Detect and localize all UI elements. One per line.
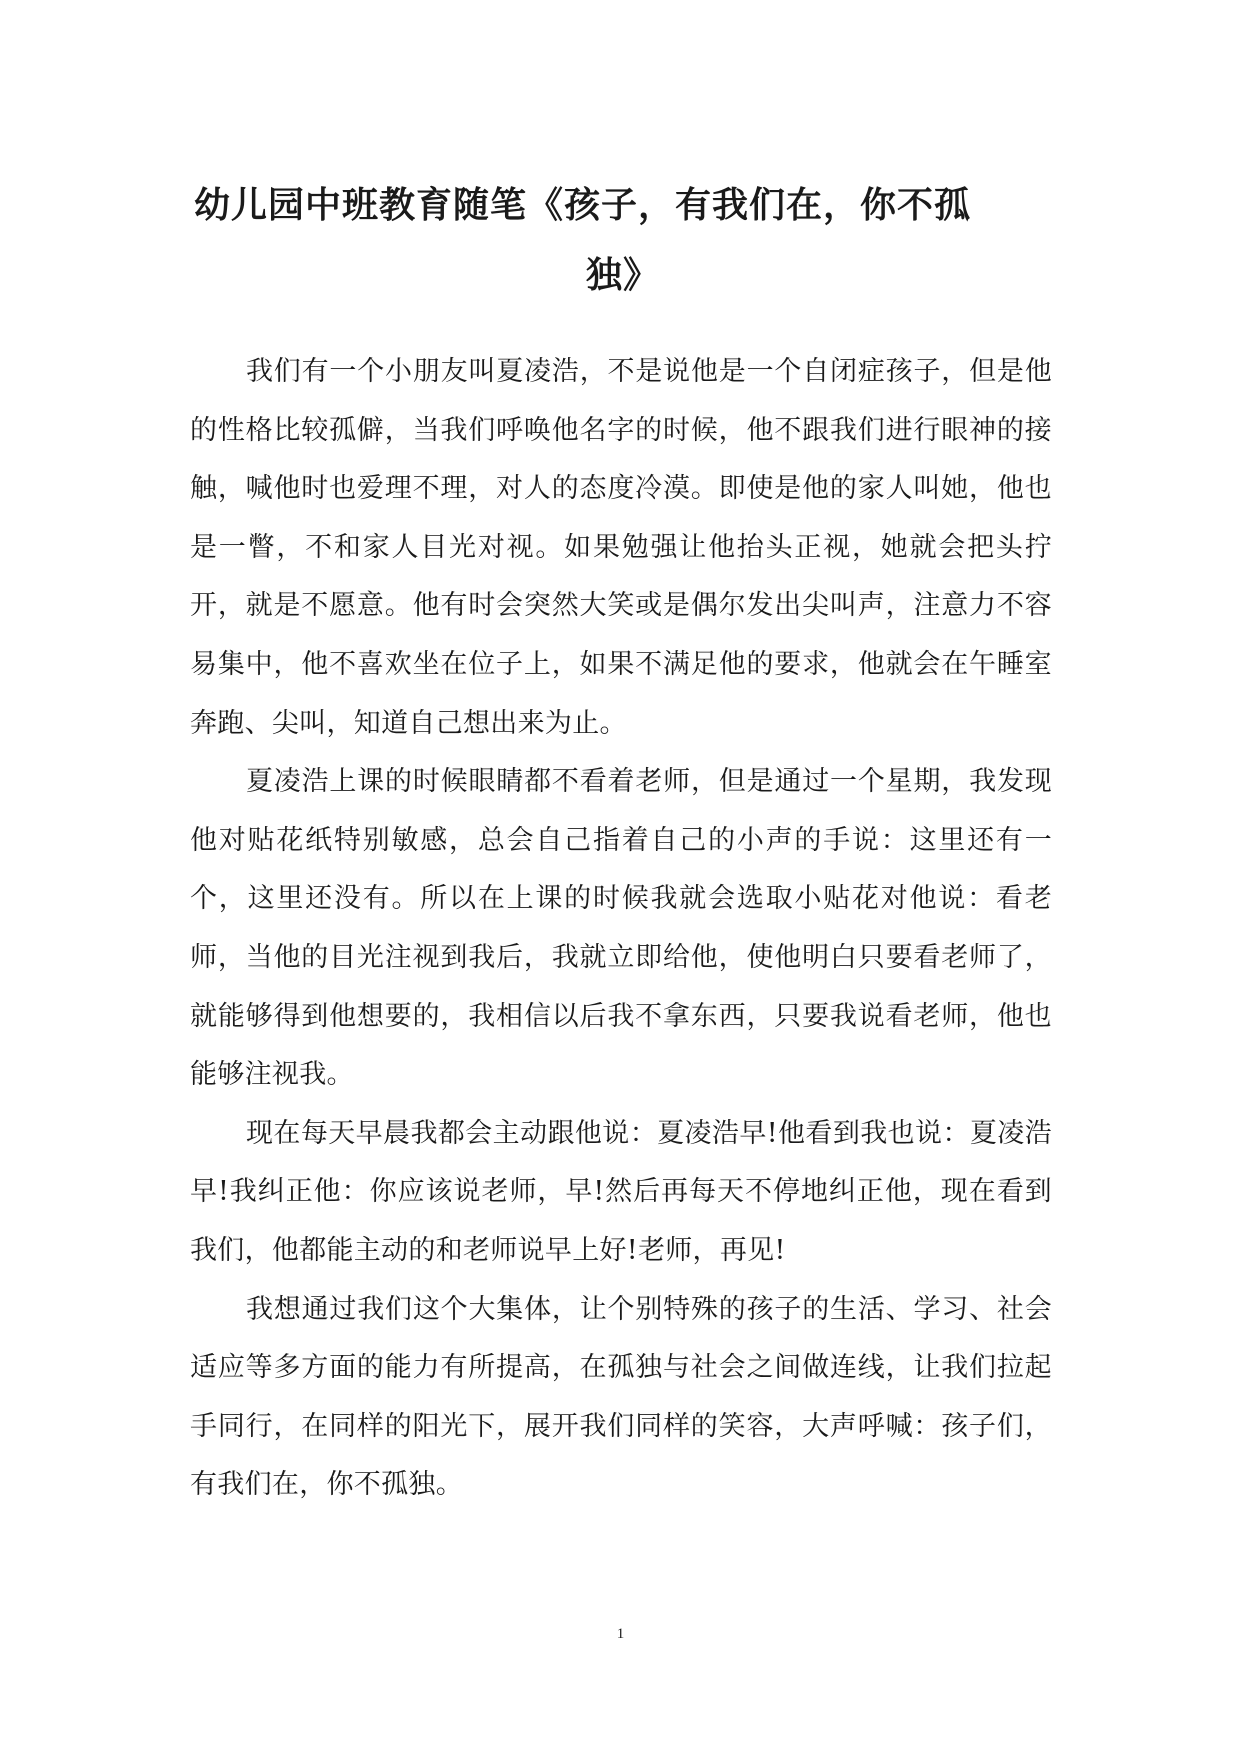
paragraph-3: 现在每天早晨我都会主动跟他说：夏凌浩早!他看到我也说：夏凌浩早!我纠正他：你应该说老师，早!然后再每天不停地纠正他，现在看到我们，他都能主动的和老师说早上好!老师，再见! <box>190 1117 1052 1266</box>
page-number: 1 <box>616 1626 625 1642</box>
document-title <box>170 171 1070 311</box>
paragraph-1: 我们有一个小朋友叫夏凌浩，不是说他是一个自闭症孩子，但是他的性格比较孤僻，当我们呼唤他名字的时候，他不跟我们进行眼神的接触，喊他时也爱理不理，对人的态度冷漠。即使是他的家人叫她，他也是一瞥，不和家人目光对视。如果勉强让他抬头正视，她就会把头拧开，就是不愿意。他有时会突然大笑或是偶尔发出尖叫声，注意力不容易集中，他不喜欢坐在位子上，如果不满足他的要求，他就会在午睡室奔跑、尖叫，知道自己想出来为止。 <box>190 356 1052 739</box>
paragraph-2: 夏凌浩上课的时候眼睛都不看着老师，但是通过一个星期，我发现他对贴花纸特别敏感，总会自己指着自己的小声的手说：这里还有一个，这里还没有。所以在上课的时候我就会选取小贴花对他说：看老师，当他的目光注视到我后，我就立即给他，使他明白只要看老师了，就能够得到他想要的，我相信以后我不拿东西，只要我说看老师，他也能够注视我。 <box>190 766 1052 1091</box>
title-line-1: 幼儿园中班教育随笔《孩子，有我们在，你不孤 <box>194 185 972 227</box>
document-body <box>190 343 1052 1515</box>
paragraph-4: 我想通过我们这个大集体，让个别特殊的孩子的生活、学习、社会适应等多方面的能力有所提高，在孤独与社会之间做连线，让我们拉起手同行，在同样的阳光下，展开我们同样的笑容，大声呼喊：孩子们，有我们在，你不孤独。 <box>190 1293 1052 1501</box>
title-line-2: 独》 <box>585 255 660 297</box>
